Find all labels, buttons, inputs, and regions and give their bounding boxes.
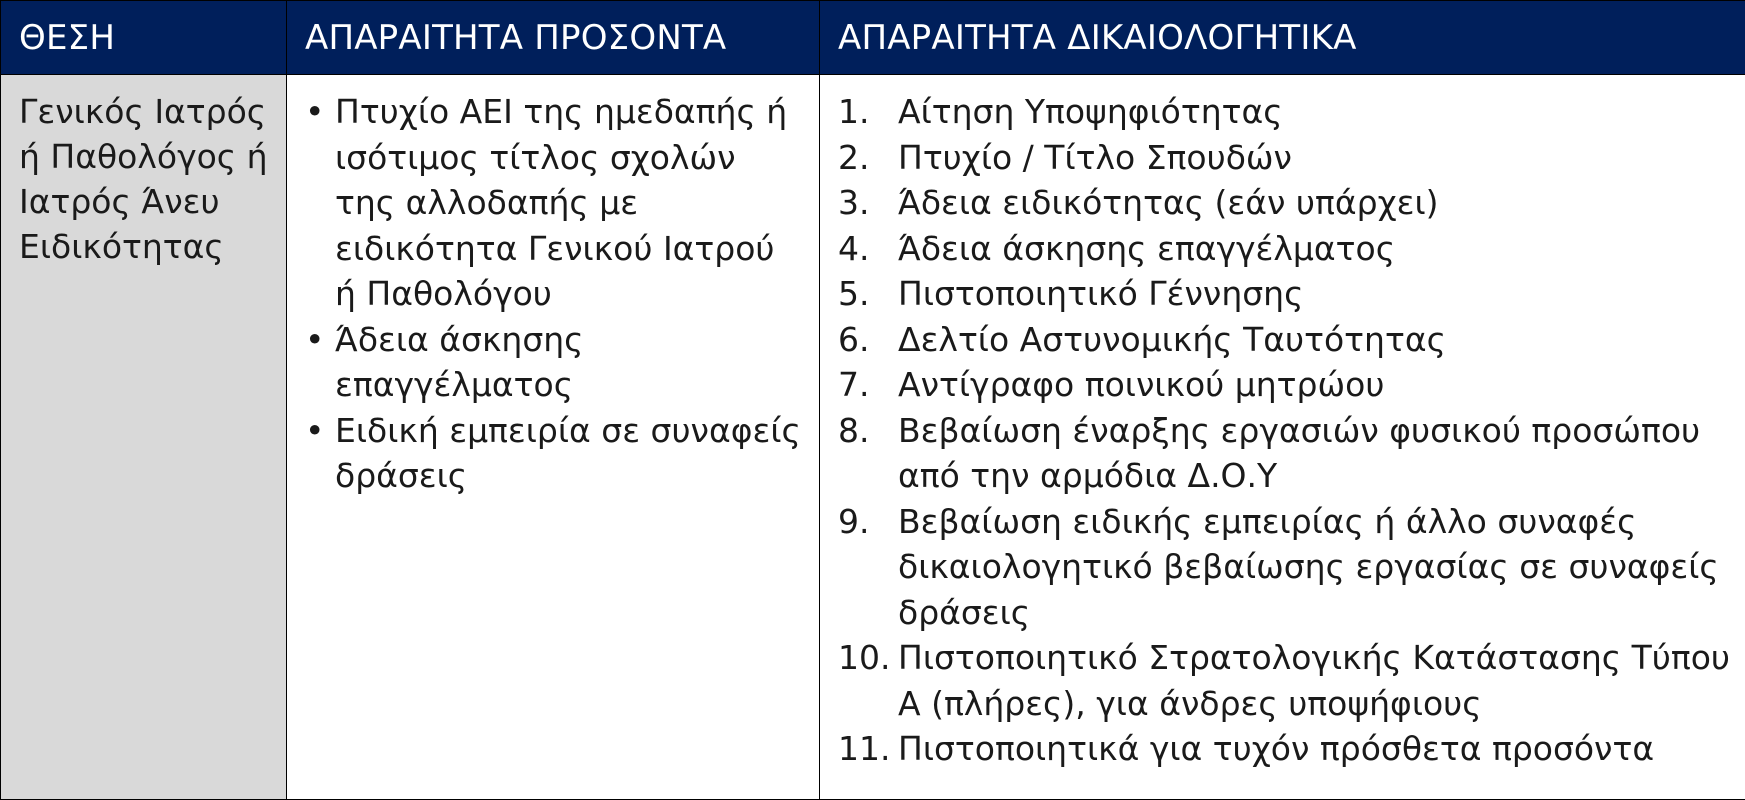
document-item bbox=[838, 726, 1731, 772]
document-item bbox=[838, 499, 1731, 636]
document-text: Αντίγραφο ποινικού μητρώου bbox=[898, 365, 1385, 404]
document-item bbox=[838, 635, 1731, 726]
qualification-item bbox=[305, 317, 805, 408]
document-text: Πιστοποιητικό Στρατολογικής Κατάστασης Τύπου Α (πλήρες), για άνδρες υποψήφιους bbox=[898, 638, 1731, 723]
qualification-text: Πτυχίο ΑΕΙ της ημεδαπής ή ισότιμος τίτλος σχολών της αλλοδαπής με ειδικότητα Γενικού Ιατρού ή Παθολόγου bbox=[335, 92, 788, 313]
document-number: 6. bbox=[838, 319, 870, 359]
document-number: 1. bbox=[838, 92, 870, 131]
bullet-icon: • bbox=[305, 92, 325, 131]
document-text: Πτυχίο / Τίτλο Σπουδών bbox=[898, 137, 1292, 177]
qualification-item bbox=[305, 408, 805, 499]
header-row bbox=[1, 1, 1745, 75]
document-number: 10. bbox=[838, 638, 891, 677]
table-row bbox=[1, 75, 1745, 800]
header-documents: ΑΠΑΡΑΙΤΗΤΑ ΔΙΚΑΙΟΛΟΓΗΤΙΚΑ bbox=[820, 1, 1745, 75]
position-cell: Γενικός Ιατρός ή Παθολόγος ή Ιατρός Άνευ Ειδικότητας bbox=[1, 75, 287, 800]
document-number: 11. bbox=[838, 729, 891, 768]
bullet-icon: • bbox=[305, 410, 325, 450]
document-item bbox=[838, 135, 1731, 181]
qualification-text: Ειδική εμπειρία σε συναφείς δράσεις bbox=[335, 410, 801, 495]
document-item bbox=[838, 89, 1731, 135]
documents-cell bbox=[820, 75, 1745, 800]
document-text: Άδεια ειδικότητας (εάν υπάρχει) bbox=[898, 183, 1439, 222]
header-qualifications: ΑΠΑΡΑΙΤΗΤΑ ΠΡΟΣΟΝΤΑ bbox=[287, 1, 820, 75]
document-item bbox=[838, 362, 1731, 408]
document-text: Άδεια άσκησης επαγγέλματος bbox=[898, 228, 1396, 268]
document-item bbox=[838, 271, 1731, 317]
document-text: Αίτηση Υποψηφιότητας bbox=[898, 92, 1283, 131]
document-text: Δελτίο Αστυνομικής Ταυτότητας bbox=[898, 319, 1446, 359]
document-number: 9. bbox=[838, 501, 870, 541]
bullet-icon: • bbox=[305, 319, 325, 359]
document-text: Πιστοποιητικό Γέννησης bbox=[898, 274, 1304, 313]
document-item bbox=[838, 180, 1731, 226]
document-text: Βεβαίωση ειδικής εμπειρίας ή άλλο συναφές δικαιολογητικό βεβαίωσης εργασίας σε συναφείς δράσεις bbox=[898, 501, 1719, 632]
document-number: 8. bbox=[838, 410, 870, 450]
document-number: 4. bbox=[838, 228, 870, 268]
document-number: 2. bbox=[838, 137, 870, 177]
document-text: Πιστοποιητικά για τυχόν πρόσθετα προσόντα bbox=[898, 729, 1655, 768]
qualifications-cell bbox=[287, 75, 820, 800]
document-item bbox=[838, 226, 1731, 272]
qualification-item bbox=[305, 89, 805, 317]
document-item bbox=[838, 408, 1731, 499]
document-item bbox=[838, 317, 1731, 363]
document-text: Βεβαίωση έναρξης εργασιών φυσικού προσώπου από την αρμόδια Δ.Ο.Υ bbox=[898, 410, 1701, 495]
document-number: 3. bbox=[838, 183, 870, 222]
document-number: 5. bbox=[838, 274, 870, 313]
qualification-text: Άδεια άσκησης επαγγέλματος bbox=[335, 319, 584, 404]
header-position: ΘΕΣΗ bbox=[1, 1, 287, 75]
document-number: 7. bbox=[838, 365, 870, 404]
